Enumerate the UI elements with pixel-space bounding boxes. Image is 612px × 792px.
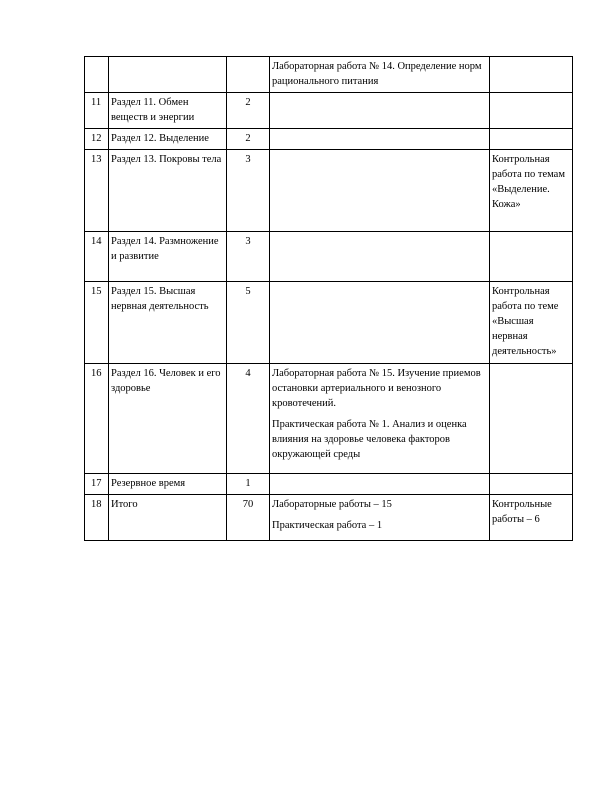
- row-number-cell: 18: [85, 495, 109, 541]
- lab-work-cell: [270, 495, 490, 541]
- lab-work-text: Лабораторная работа № 15. Изучение приемов остановки артериального и венозного кровотечений.: [272, 368, 481, 409]
- lab-work-cell: [270, 282, 490, 364]
- table-row: [85, 129, 573, 150]
- section-cell: Раздел 16. Человек и его здоровье: [109, 364, 227, 474]
- hours-cell: 3: [227, 150, 270, 232]
- section-cell: Раздел 12. Выделение: [109, 129, 227, 150]
- row-number-cell: 15: [85, 282, 109, 364]
- section-cell: Итого: [109, 495, 227, 541]
- control-work-cell: Контрольная работа по теме «Высшая нервная деятельность»: [490, 282, 573, 364]
- lab-work-text: Лабораторная работа № 14. Определение норм рационального питания: [272, 61, 482, 87]
- section-cell: Раздел 15. Высшая нервная деятельность: [109, 282, 227, 364]
- control-work-cell: Контрольная работа по темам «Выделение. Кожа»: [490, 150, 573, 232]
- section-cell: Раздел 11. Обмен веществ и энергии: [109, 93, 227, 129]
- control-work-cell: [490, 364, 573, 474]
- control-work-cell: [490, 129, 573, 150]
- table-row: [85, 57, 573, 93]
- control-work-cell: [490, 474, 573, 495]
- row-number-cell: [85, 57, 109, 93]
- lab-work-cell: [270, 93, 490, 129]
- hours-cell: 5: [227, 282, 270, 364]
- section-cell: Резервное время: [109, 474, 227, 495]
- table-row: [85, 495, 573, 541]
- hours-cell: 2: [227, 129, 270, 150]
- table-row: [85, 474, 573, 495]
- lab-work-cell: [270, 474, 490, 495]
- section-cell: [109, 57, 227, 93]
- hours-cell: [227, 57, 270, 93]
- lab-work-cell: [270, 364, 490, 474]
- section-cell: Раздел 14. Размножение и развитие: [109, 232, 227, 282]
- lab-work-cell: [270, 57, 490, 93]
- row-number-cell: 12: [85, 129, 109, 150]
- hours-cell: 4: [227, 364, 270, 474]
- hours-cell: 70: [227, 495, 270, 541]
- row-number-cell: 13: [85, 150, 109, 232]
- hours-cell: 2: [227, 93, 270, 129]
- control-work-cell: [490, 57, 573, 93]
- table-row: [85, 93, 573, 129]
- control-work-cell: [490, 232, 573, 282]
- row-number-cell: 11: [85, 93, 109, 129]
- row-number-cell: 16: [85, 364, 109, 474]
- lab-work-total-text: Лабораторные работы – 15: [272, 499, 392, 510]
- practical-work-text: Практическая работа № 1. Анализ и оценка влияния на здоровье человека факторов окружающей среды: [272, 419, 467, 460]
- lab-work-cell: [270, 129, 490, 150]
- hours-cell: 3: [227, 232, 270, 282]
- curriculum-table: [84, 56, 573, 541]
- lab-work-cell: [270, 150, 490, 232]
- table-row: [85, 150, 573, 232]
- table-row: [85, 282, 573, 364]
- section-cell: Раздел 13. Покровы тела: [109, 150, 227, 232]
- control-work-cell: [490, 93, 573, 129]
- table-row: [85, 364, 573, 474]
- hours-cell: 1: [227, 474, 270, 495]
- lab-work-cell: [270, 232, 490, 282]
- practical-work-total-text: Практическая работа – 1: [272, 520, 383, 531]
- table-row: [85, 232, 573, 282]
- row-number-cell: 14: [85, 232, 109, 282]
- row-number-cell: 17: [85, 474, 109, 495]
- control-work-cell: Контрольные работы – 6: [490, 495, 573, 541]
